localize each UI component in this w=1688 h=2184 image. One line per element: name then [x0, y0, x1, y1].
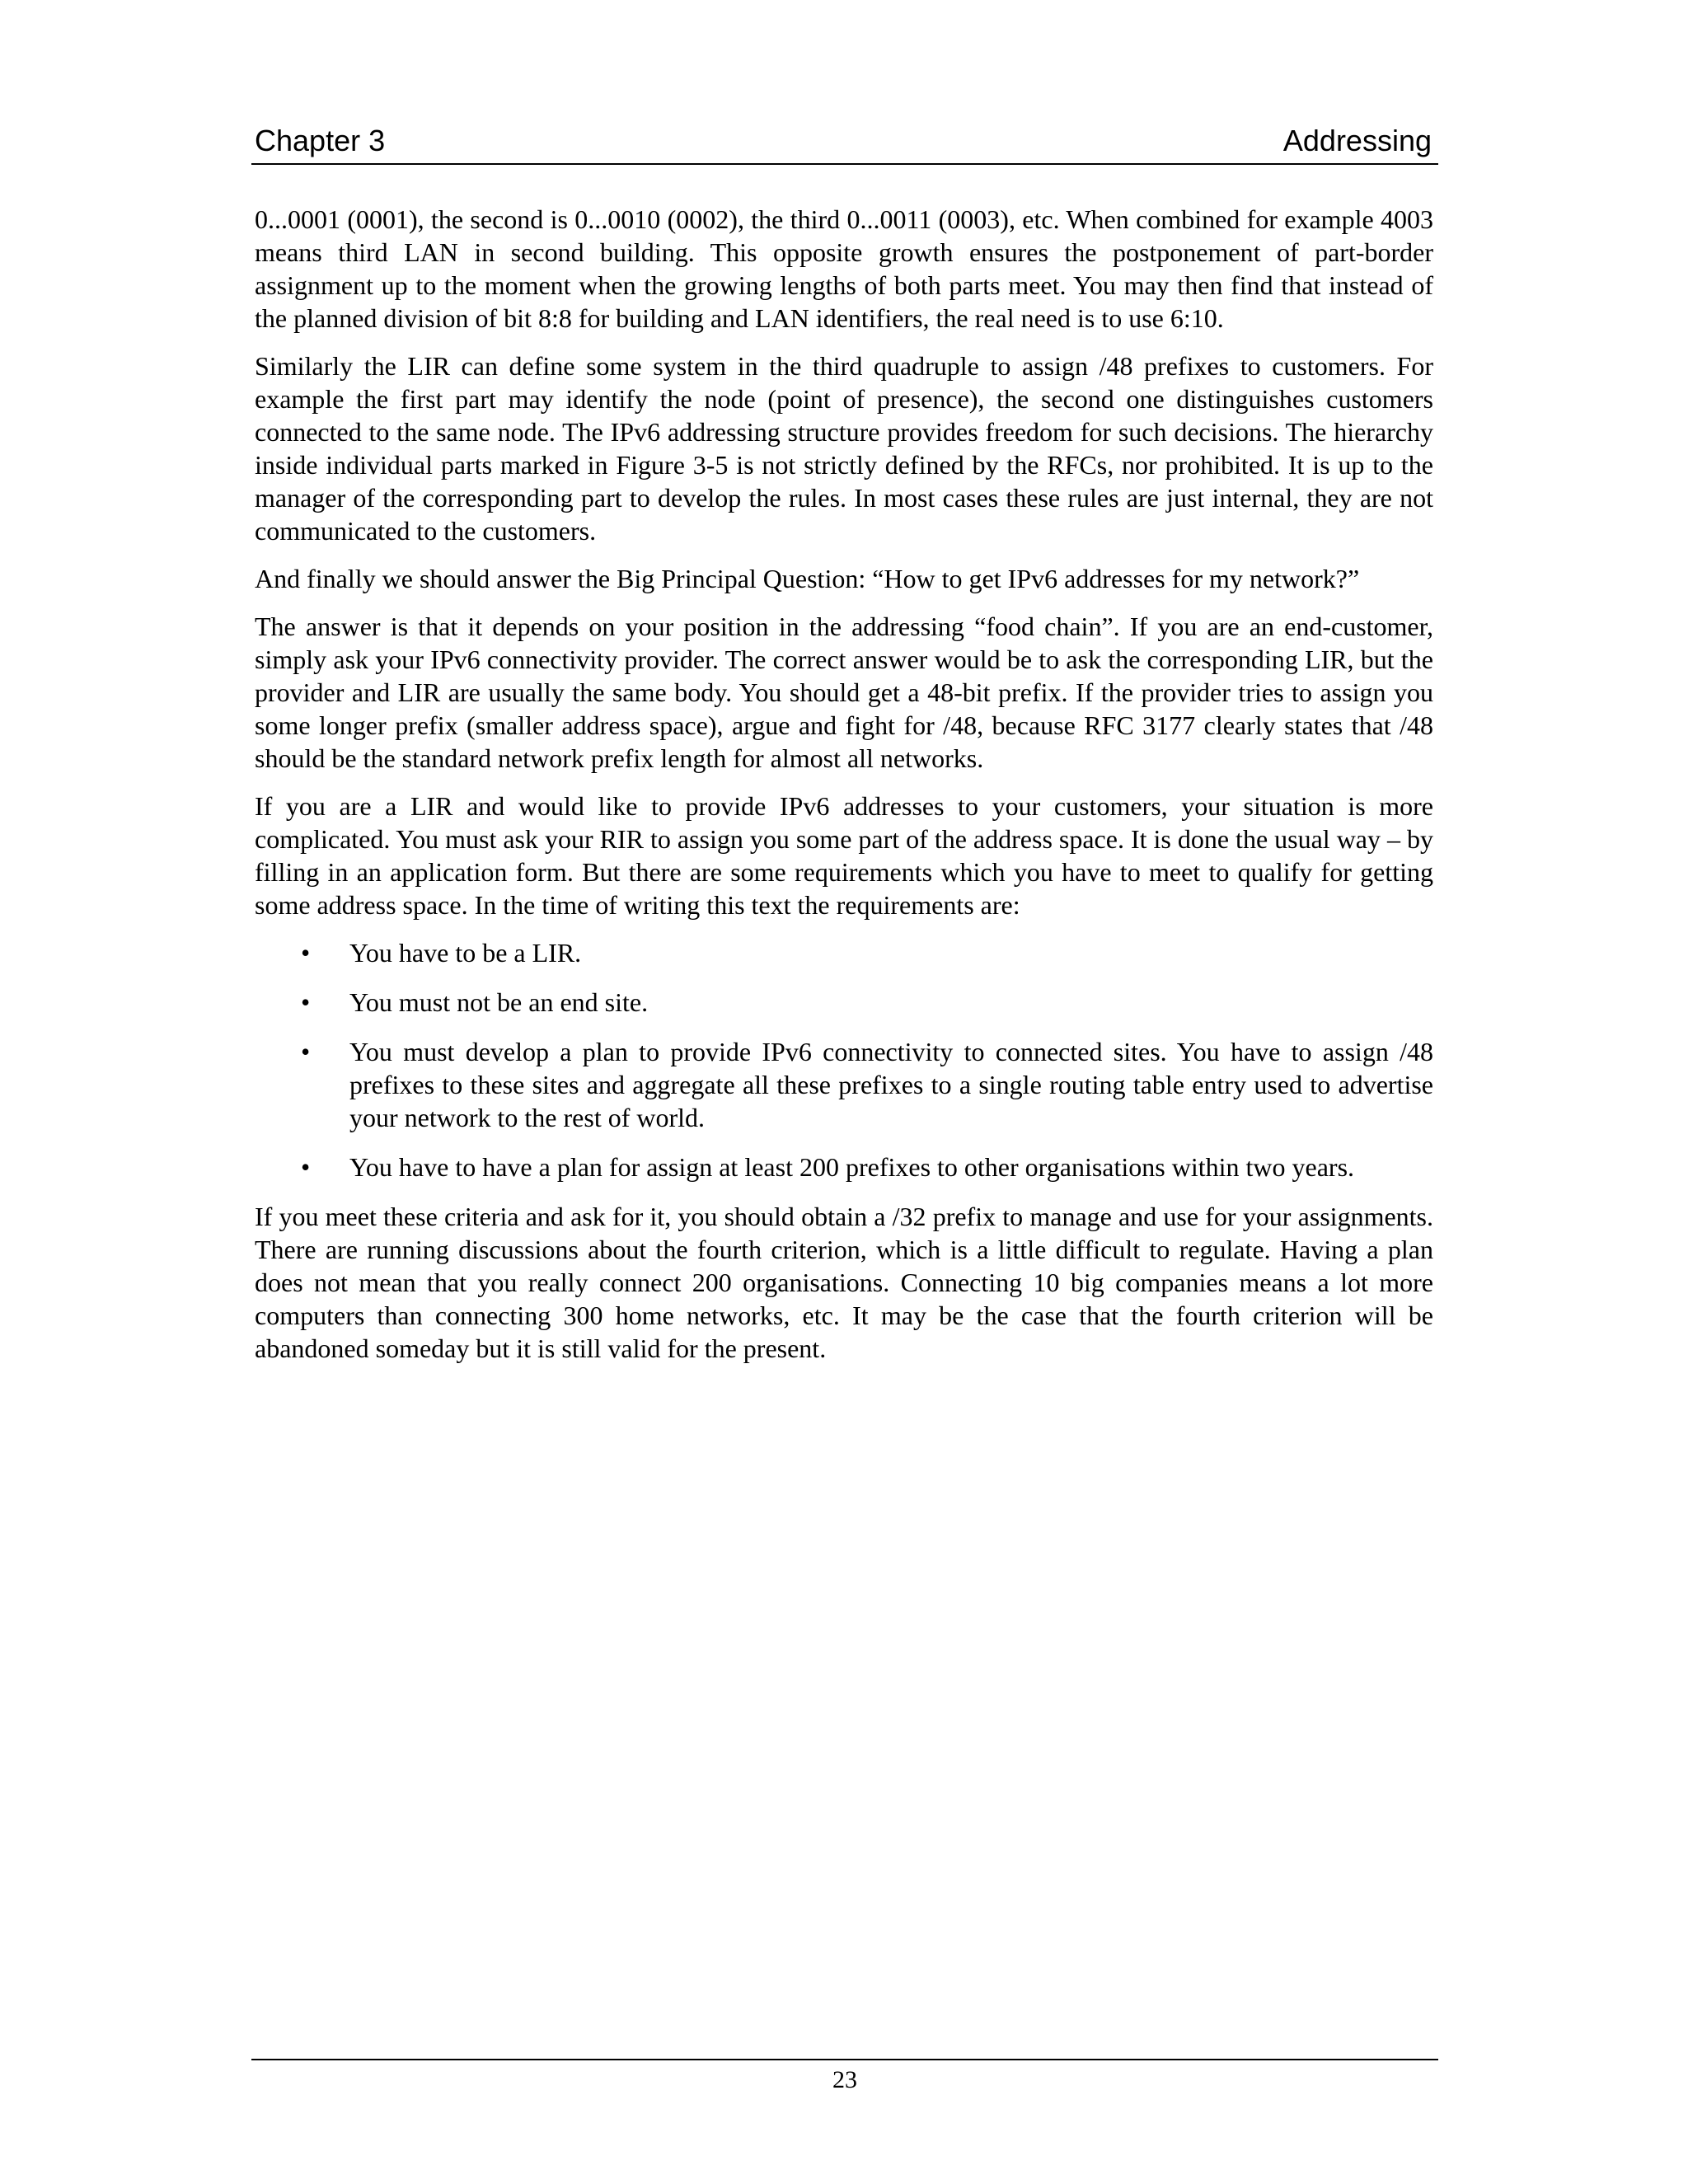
footer-divider [251, 2059, 1438, 2060]
bullet-icon: • [301, 1037, 311, 1066]
chapter-label: Chapter 3 [255, 124, 386, 157]
list-item [255, 986, 1433, 1019]
paragraph-5: If you are a LIR and would like to provide IPv6 addresses to your customers, your situation is more complicated. You must ask your RIR to assign you some part of the address space. It is done the usual way – by filling in an application form. But there are some requirements which you have to meet to qualify for getting some address space. In the time of writing this text the requirements are: [255, 791, 1433, 920]
requirements-list [255, 936, 1433, 1183]
list-item-text: You have to have a plan for assign at least 200 prefixes to other organisations within two years. [349, 1152, 1355, 1182]
list-item [255, 1151, 1433, 1183]
paragraph-1: 0...0001 (0001), the second is 0...0010 (0002), the third 0...0011 (0003), etc. When combined for example 4003 means third LAN in second building. This opposite growth ensures the postponement of part-border assignment up to the moment when the growing lengths of both parts meet. You may then find that instead of the planned division of bit 8:8 for building and LAN identifiers, the real need is to use 6:10. [255, 204, 1433, 333]
closing-paragraph: If you meet these criteria and ask for it, you should obtain a /32 prefix to manage and use for your assignments. There are running discussions about the fourth criterion, which is a little difficult to regulate. Having a plan does not mean that you really connect 200 organisations. Connecting 10 big companies means a lot more computers than connecting 300 home networks, etc. It may be the case that the fourth criterion will be abandoned someday but it is still valid for the present. [255, 1202, 1433, 1363]
section-label: Addressing [1282, 124, 1432, 157]
paragraph-2: Similarly the LIR can define some system in the third quadruple to assign /48 prefixes to customers. For example the first part may identify the node (point of presence), the second one distinguishes customers connected to the same node. The IPv6 addressing structure provides freedom for such decisions. The hierarchy inside individual parts marked in Figure 3-5 is not strictly defined by the RFCs, nor prohibited. It is up to the manager of the corresponding part to develop the rules. In most cases these rules are just internal, they are not communicated to the customers. [255, 351, 1433, 546]
bullet-icon: • [301, 987, 311, 1017]
paragraph-3: And finally we should answer the Big Principal Question: “How to get IPv6 addresses for my network?” [255, 564, 1360, 593]
list-item-text: You must not be an end site. [349, 987, 649, 1017]
list-item-text: You must develop a plan to provide IPv6 connectivity to connected sites. You have to assign /48 prefixes to these sites and aggregate all these prefixes to a single routing table entry used to advertise your network to the rest of world. [349, 1037, 1433, 1132]
bullet-icon: • [301, 1152, 311, 1182]
page-header [251, 122, 1438, 165]
bullet-icon: • [301, 938, 311, 968]
page-body [255, 203, 1433, 1380]
page-number: 23 [832, 2066, 857, 2093]
list-item [255, 936, 1433, 969]
list-item-text: You have to be a LIR. [349, 938, 582, 968]
list-item [255, 1035, 1433, 1134]
paragraph-4: The answer is that it depends on your position in the addressing “food chain”. If you are an end-customer, simply ask your IPv6 connectivity provider. The correct answer would be to ask the corresponding LIR, but the provider and LIR are usually the same body. You should get a 48-bit prefix. If the provider tries to assign you some longer prefix (smaller address space), argue and fight for /48, because RFC 3177 clearly states that /48 should be the standard network prefix length for almost all networks. [255, 612, 1433, 773]
